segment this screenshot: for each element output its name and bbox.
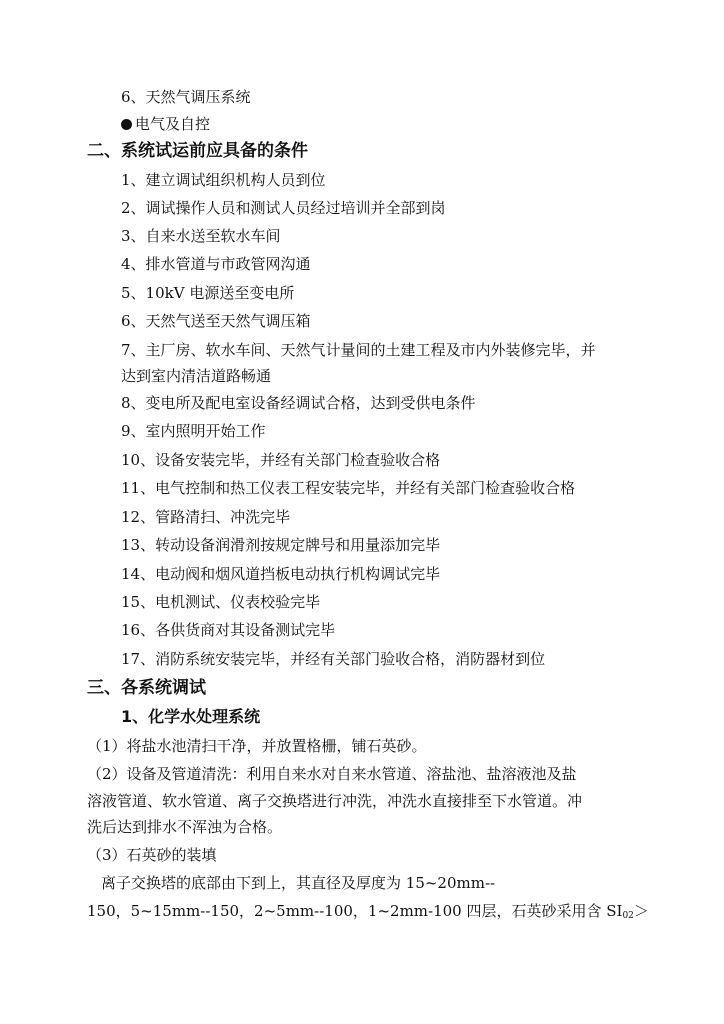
list-item: 6、天然气调压系统 xyxy=(121,88,251,106)
bullet-item xyxy=(121,114,210,134)
bullet-item-label: 电气及自控 xyxy=(135,115,211,133)
list-item: 15、电机测试、仪表校验完毕 xyxy=(121,593,321,611)
paragraph-line: 洗后达到排水不浑浊为合格。 xyxy=(87,818,283,836)
paragraph-text: 150，5~15mm--150，2~5mm--100，1~2mm-100 四层，石英砂采用含 SI xyxy=(87,902,623,920)
paragraph-text-end: ＞ xyxy=(633,902,649,920)
list-item: 8、变电所及配电室设备经调试合格，达到受供电条件 xyxy=(121,394,476,412)
list-item-continuation: 达到室内清洁道路畅通 xyxy=(121,367,272,385)
paragraph-line: （2）设备及管道清洗：利用自来水对自来水管道、溶盐池、盐溶液池及盐 xyxy=(87,765,577,783)
paragraph: （1）将盐水池清扫干净，并放置格栅，铺石英砂。 xyxy=(87,737,427,755)
list-item: 5、10kV 电源送至变电所 xyxy=(121,284,295,302)
list-item: 7、主厂房、软水车间、天然气计量间的土建工程及市内外装修完毕，并 xyxy=(121,341,596,359)
subsection-heading: 1、化学水处理系统 xyxy=(121,707,261,726)
list-item: 3、自来水送至软水车间 xyxy=(121,227,281,245)
list-item: 6、天然气送至天然气调压箱 xyxy=(121,312,311,330)
section-heading-2: 二、系统试运前应具备的条件 xyxy=(87,141,308,161)
paragraph: （3）石英砂的装填 xyxy=(87,846,217,864)
list-item: 10、设备安装完毕，并经有关部门检查验收合格 xyxy=(121,451,441,469)
section-heading-3: 三、各系统调试 xyxy=(87,678,206,698)
list-item: 1、建立调试组织机构人员到位 xyxy=(121,171,326,189)
list-item: 12、管路清扫、冲洗完毕 xyxy=(121,508,291,526)
list-item: 14、电动阀和烟风道挡板电动执行机构调试完毕 xyxy=(121,565,441,583)
bullet-icon xyxy=(121,119,132,130)
list-item: 2、调试操作人员和测试人员经过培训并全部到岗 xyxy=(121,199,446,217)
list-item: 17、消防系统安装完毕，并经有关部门验收合格，消防器材到位 xyxy=(121,650,546,668)
subscript-text: 02 xyxy=(622,911,634,921)
list-item: 13、转动设备润滑剂按规定牌号和用量添加完毕 xyxy=(121,536,441,554)
list-item: 9、室内照明开始工作 xyxy=(121,422,266,440)
paragraph-line: 离子交换塔的底部由下到上，其直径及厚度为 15~20mm-- xyxy=(101,874,496,892)
list-item: 11、电气控制和热工仪表工程安装完毕，并经有关部门检查验收合格 xyxy=(121,479,576,497)
paragraph-line: 溶液管道、软水管道、离子交换塔进行冲洗，冲洗水直接排至下水管道。冲 xyxy=(87,792,583,810)
paragraph-line xyxy=(87,901,649,926)
list-item: 4、排水管道与市政管网沟通 xyxy=(121,255,311,273)
list-item: 16、各供货商对其设备测试完毕 xyxy=(121,621,336,639)
